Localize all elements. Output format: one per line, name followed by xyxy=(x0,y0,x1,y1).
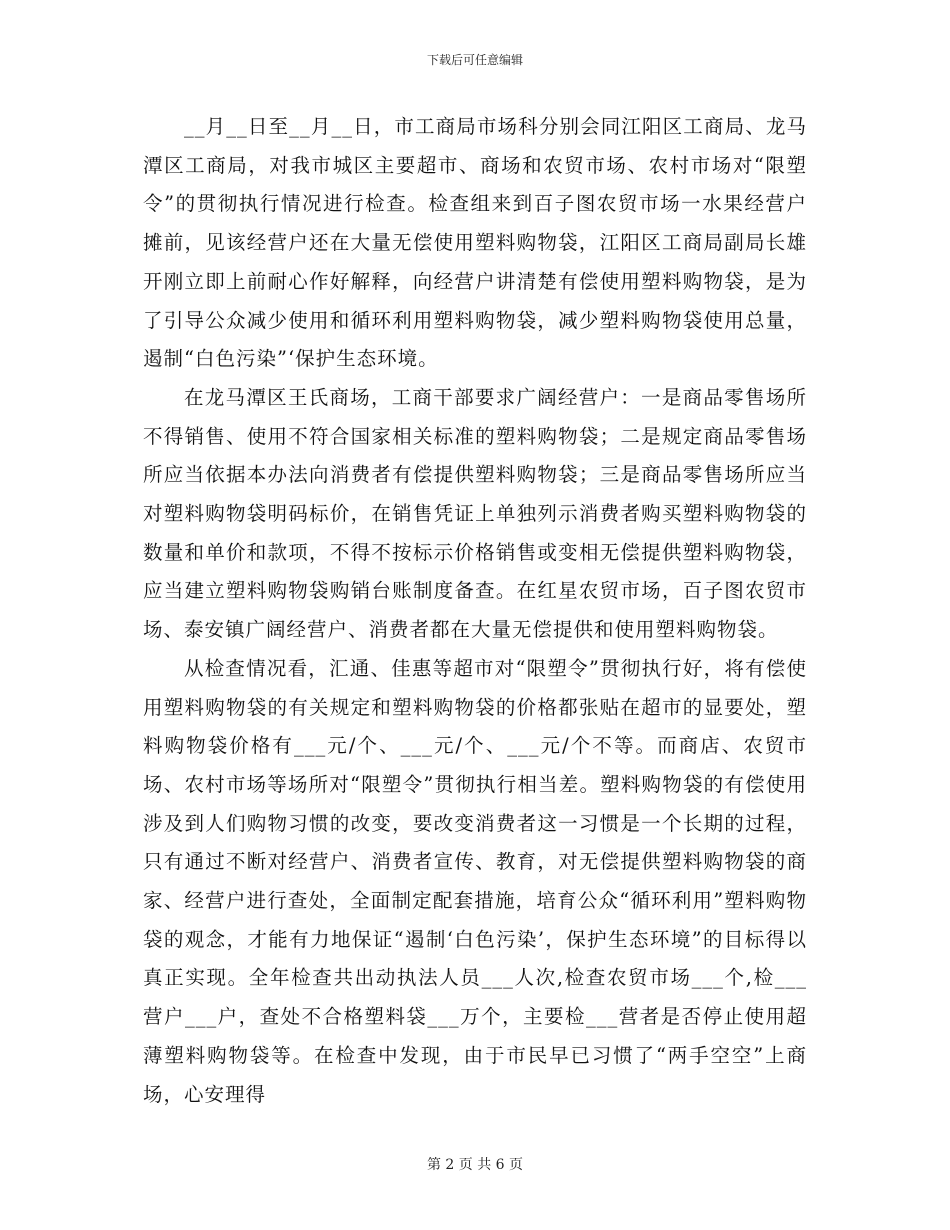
page-header: 下载后可任意编辑 xyxy=(426,53,523,67)
document-body xyxy=(143,108,807,1114)
paragraph-1: __月__日至__月__日，市工商局市场科分别会同江阳区工商局、龙马潭区工商局，对我市城区主要超市、商场和农贸市场、农村市场对“限塑令”的贯彻执行情况进行检查。检查组来到百子图农贸市场一水果经营户摊前，见该经营户还在大量无偿使用塑料购物袋，江阳区工商局副局长雄开刚立即上前耐心作好解释，向经营户讲清楚有偿使用塑料购物袋，是为了引导公众减少使用和循环利用塑料购物袋，减少塑料购物袋使用总量，遏制“白色污染”‘保护生态环境。 xyxy=(143,115,807,371)
page-footer: 第 2 页 共 6 页 xyxy=(426,1157,524,1173)
paragraph-3: 从检查情况看，汇通、佳惠等超市对“限塑令”贯彻执行好，将有偿使用塑料购物袋的有关规定和塑料购物袋的价格都张贴在超市的显要处，塑料购物袋价格有___元/个、___元/个、___元/个不等。而商店、农贸市场、农村市场等场所对“限塑令”贯彻执行相当差。塑料购物袋的有偿使用涉及到人们购物习惯的改变，要改变消费者这一习惯是一个长期的过程，只有通过不断对经营户、消费者宣传、教育，对无偿提供塑料购物袋的商家、经营户进行查处，全面制定配套措施，培育公众“循环利用”塑料购物袋的观念，才能有力地保证“遏制‘白色污染’，保护生态环境”的目标得以真正实现。全年检查共出动执法人员___人次,检查农贸市场___个,检___营户___户，查处不合格塑料袋___万个，主要检___营者是否停止使用超薄塑料购物袋等。在检查中发现，由于市民早已习惯了“两手空空”上商场，心安理得 xyxy=(143,656,807,1106)
paragraph-2: 在龙马潭区王氏商场，工商干部要求广阔经营户：一是商品零售场所不得销售、使用不符合国家相关标准的塑料购物袋；二是规定商品零售场所应当依据本办法向消费者有偿提供塑料购物袋；三是商品零售场所应当对塑料购物袋明码标价，在销售凭证上单独列示消费者购买塑料购物袋的数量和单价和款项，不得不按标示价格销售或变相无偿提供塑料购物袋，应当建立塑料购物袋购销台账制度备查。在红星农贸市场，百子图农贸市场、泰安镇广阔经营户、消费者都在大量无偿提供和使用塑料购物袋。 xyxy=(143,385,807,642)
